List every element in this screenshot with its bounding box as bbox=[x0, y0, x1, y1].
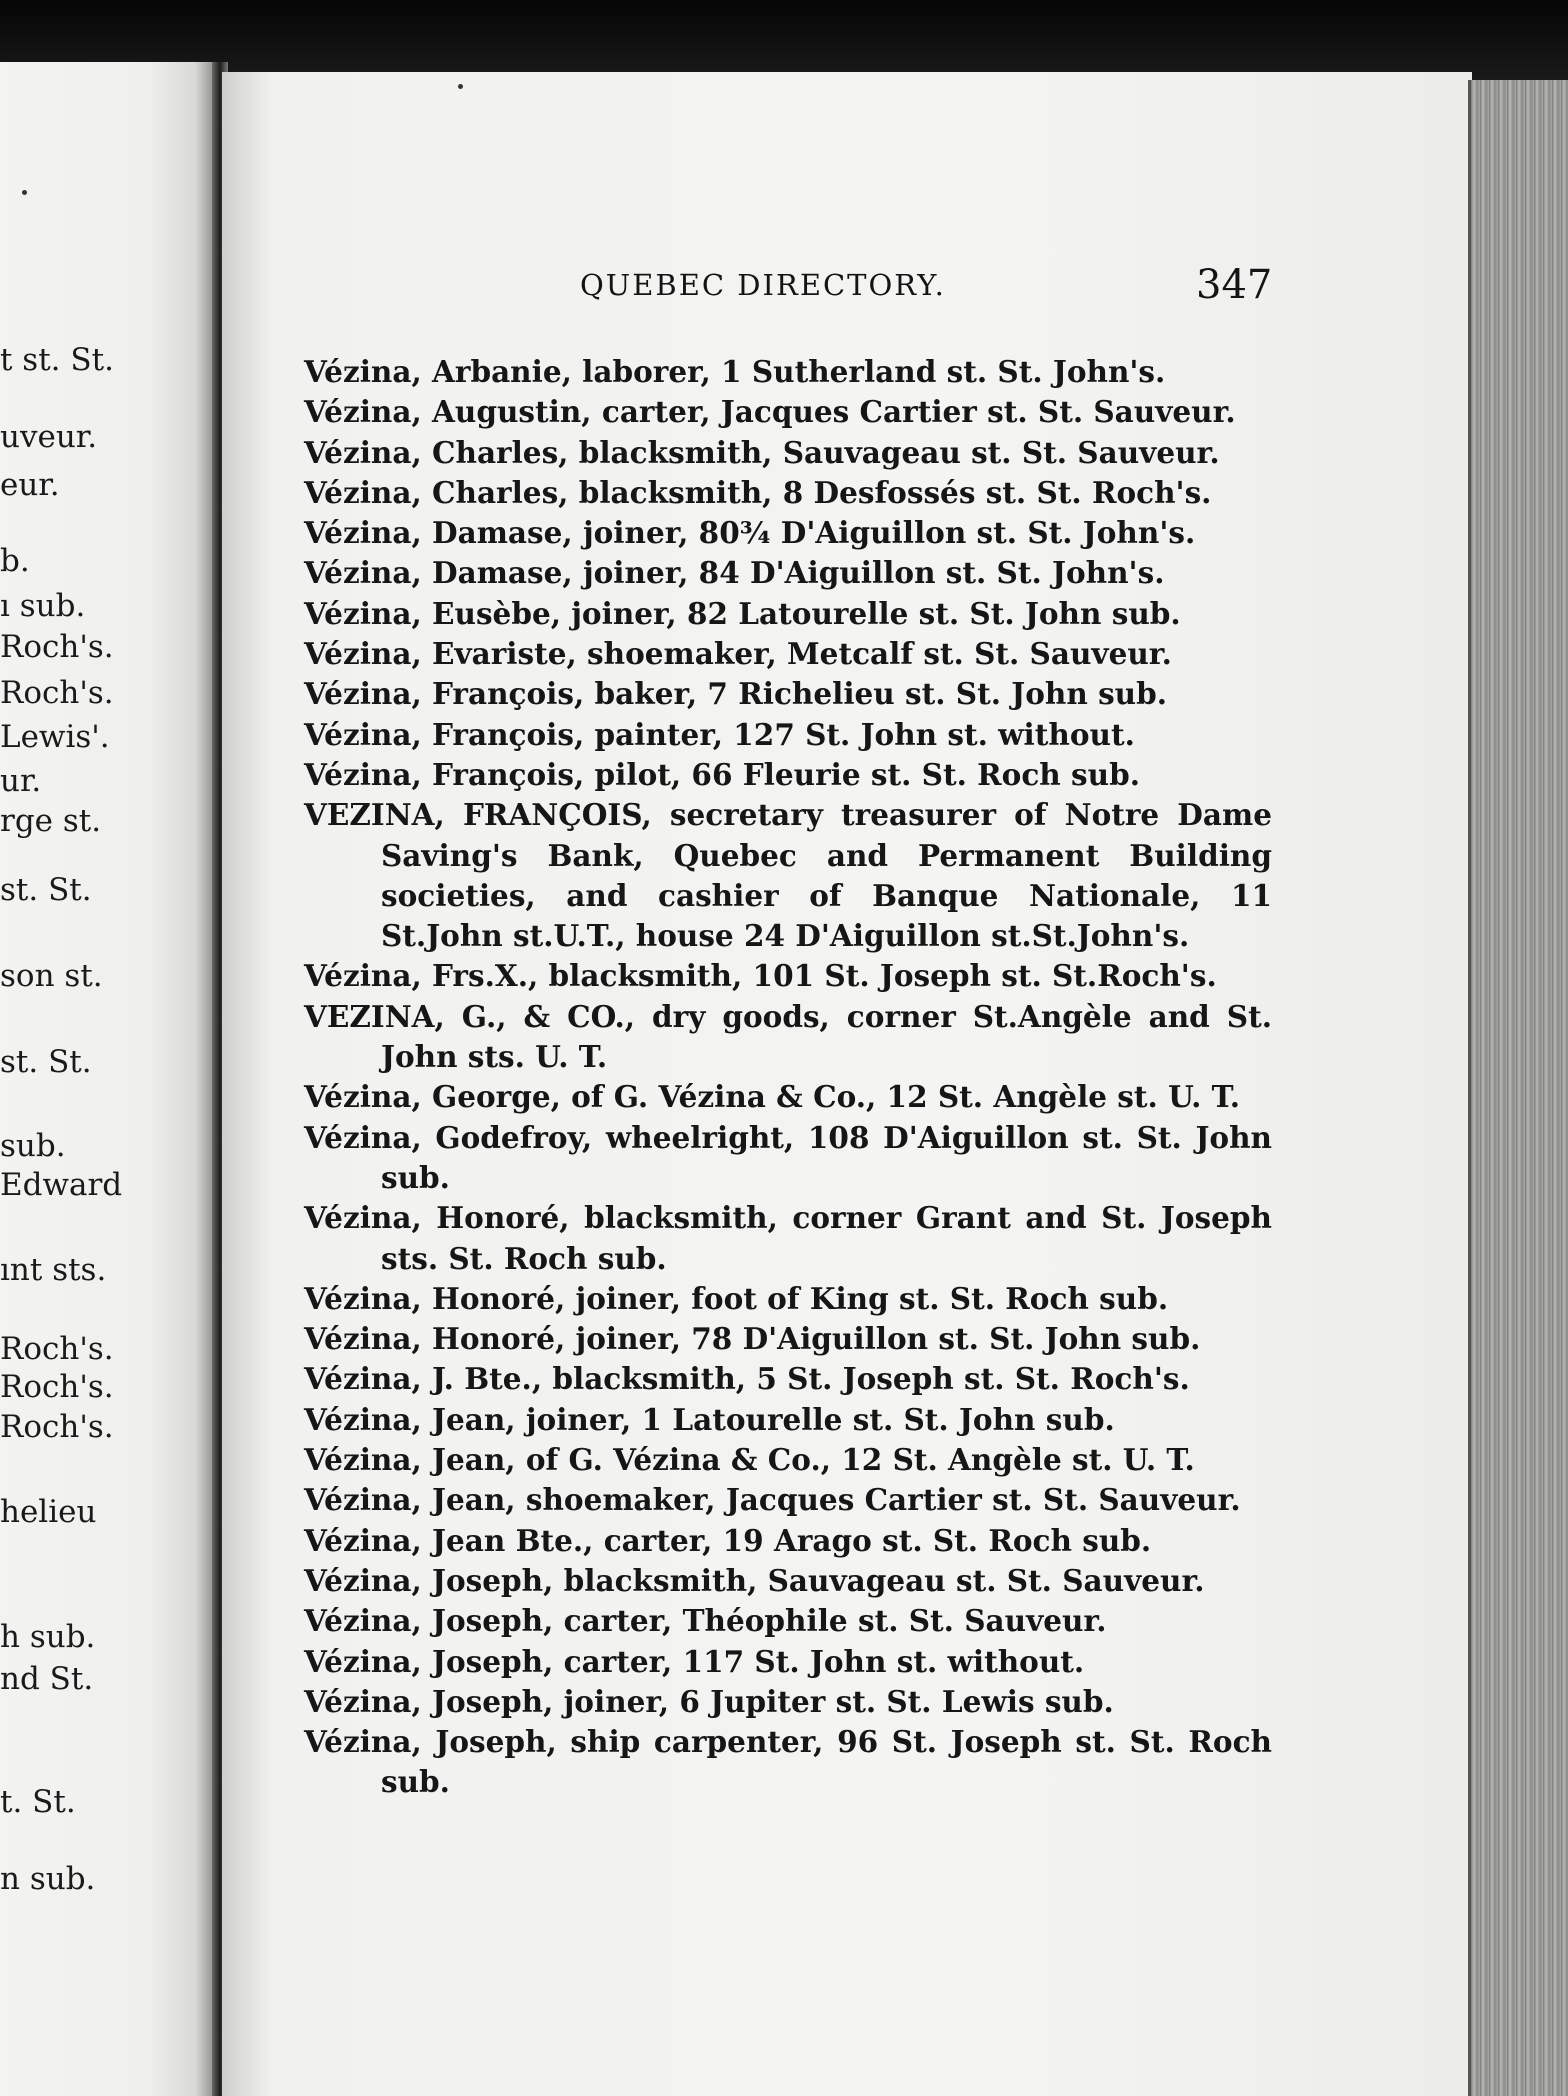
left-page-fragment: ı sub. bbox=[0, 588, 86, 624]
top-shadow bbox=[0, 0, 1568, 80]
left-page-fragment: ur. bbox=[0, 763, 42, 799]
directory-entry: Vézina, Honoré, joiner, 78 D'Aiguillon st. St. John sub. bbox=[304, 1321, 1201, 1357]
left-page-fragment: rge st. bbox=[0, 803, 102, 839]
directory-entry: Vézina, Frs.X., blacksmith, 101 St. Joseph st. St.Roch's. bbox=[304, 958, 1217, 994]
directory-entry: Vézina, Joseph, carter, 117 St. John st. without. bbox=[304, 1643, 1085, 1679]
page-number: 347 bbox=[1196, 262, 1273, 308]
directory-entry: Vézina, Charles, blacksmith, 8 Desfossés st. St. Roch's. bbox=[304, 474, 1212, 510]
left-page-fragment: Roch's. bbox=[0, 1409, 114, 1445]
directory-entry: Vézina, Jean, shoemaker, Jacques Cartier st. St. Sauveur. bbox=[304, 1482, 1241, 1518]
directory-entry: Vézina, Eusèbe, joiner, 82 Latourelle st. St. John sub. bbox=[304, 595, 1181, 631]
left-page-fragment: Lewis'. bbox=[0, 719, 110, 755]
left-page-fragment: uveur. bbox=[0, 419, 98, 455]
directory-entries bbox=[304, 352, 1272, 1803]
left-page-fragment: Edward bbox=[0, 1167, 123, 1203]
directory-entry: Vézina, François, baker, 7 Richelieu st. St. John sub. bbox=[304, 676, 1168, 712]
directory-entry: Vézina, Evariste, shoemaker, Metcalf st. St. Sauveur. bbox=[304, 636, 1172, 672]
left-page-fragment: st. St. bbox=[0, 872, 92, 908]
left-page-fragment: son st. bbox=[0, 958, 103, 994]
left-page-fragment: helieu bbox=[0, 1494, 97, 1530]
directory-entry: Vézina, J. Bte., blacksmith, 5 St. Joseph st. St. Roch's. bbox=[304, 1361, 1190, 1397]
directory-entry: Vézina, Jean, joiner, 1 Latourelle st. St. John sub. bbox=[304, 1401, 1115, 1437]
left-page-fragment: t. St. bbox=[0, 1784, 76, 1820]
left-page-fragment: sub. bbox=[0, 1128, 66, 1164]
left-page-fragment: Roch's. bbox=[0, 1331, 114, 1367]
directory-entry: Vézina, Jean Bte., carter, 19 Arago st. St. Roch sub. bbox=[304, 1522, 1152, 1558]
directory-entry: Vézina, Joseph, ship carpenter, 96 St. Joseph st. St. Roch sub. bbox=[304, 1724, 1272, 1800]
left-page-fragment: n sub. bbox=[0, 1861, 96, 1897]
left-page-fragment: st. St. bbox=[0, 1044, 92, 1080]
speck bbox=[458, 84, 463, 89]
directory-entry: VEZINA, G., & CO., dry goods, corner St.Angèle and St. John sts. U. T. bbox=[304, 998, 1272, 1075]
directory-entry: Vézina, George, of G. Vézina & Co., 12 St. Angèle st. U. T. bbox=[304, 1079, 1241, 1115]
left-page-fragment: Roch's. bbox=[0, 629, 114, 665]
directory-entry: Vézina, François, pilot, 66 Fleurie st. St. Roch sub. bbox=[304, 756, 1140, 792]
left-page-fragment: Roch's. bbox=[0, 1369, 114, 1405]
directory-entry: Vézina, Damase, joiner, 80¾ D'Aiguillon st. St. John's. bbox=[304, 515, 1196, 551]
directory-entry: Vézina, Augustin, carter, Jacques Cartier st. St. Sauveur. bbox=[304, 394, 1236, 430]
left-page-fragment: eur. bbox=[0, 467, 60, 503]
left-page-fragment: b. bbox=[0, 543, 30, 579]
page-edge bbox=[1468, 80, 1568, 2096]
directory-entry: Vézina, Honoré, blacksmith, corner Grant and St. Joseph sts. St. Roch sub. bbox=[304, 1200, 1272, 1276]
left-page bbox=[0, 62, 212, 2096]
directory-entry: Vézina, Damase, joiner, 84 D'Aiguillon st. St. John's. bbox=[304, 555, 1165, 591]
directory-entry: Vézina, Joseph, blacksmith, Sauvageau st. St. Sauveur. bbox=[304, 1562, 1205, 1598]
directory-entry: Vézina, François, painter, 127 St. John st. without. bbox=[304, 716, 1135, 752]
directory-entry: Vézina, Jean, of G. Vézina & Co., 12 St. Angèle st. U. T. bbox=[304, 1442, 1195, 1478]
left-page-fragment: h sub. bbox=[0, 1619, 96, 1655]
directory-entry: Vézina, Charles, blacksmith, Sauvageau st. St. Sauveur. bbox=[304, 434, 1220, 470]
directory-entry: Vézina, Joseph, carter, Théophile st. St. Sauveur. bbox=[304, 1603, 1107, 1639]
speck bbox=[22, 190, 27, 195]
directory-entry: VEZINA, FRANÇOIS, secretary treasurer of Notre Dame Saving's Bank, Quebec and Permanent Building societies, and cashier of Banque Nationale, 11 St.John st.U.T., house 24 D'Aiguillon st.St.John's. bbox=[304, 797, 1272, 954]
running-header: QUEBEC DIRECTORY. bbox=[580, 268, 946, 302]
directory-entry: Vézina, Joseph, joiner, 6 Jupiter st. St. Lewis sub. bbox=[304, 1683, 1114, 1719]
directory-entry: Vézina, Arbanie, laborer, 1 Sutherland st. St. John's. bbox=[304, 354, 1166, 389]
left-page-fragment: ınt sts. bbox=[0, 1252, 107, 1288]
left-page-fragment: nd St. bbox=[0, 1661, 94, 1697]
left-page-fragment: Roch's. bbox=[0, 675, 114, 711]
directory-entry: Vézina, Honoré, joiner, foot of King st. St. Roch sub. bbox=[304, 1280, 1169, 1316]
left-page-fragment: t st. St. bbox=[0, 342, 114, 378]
directory-entry: Vézina, Godefroy, wheelright, 108 D'Aiguillon st. St. John sub. bbox=[304, 1119, 1272, 1195]
